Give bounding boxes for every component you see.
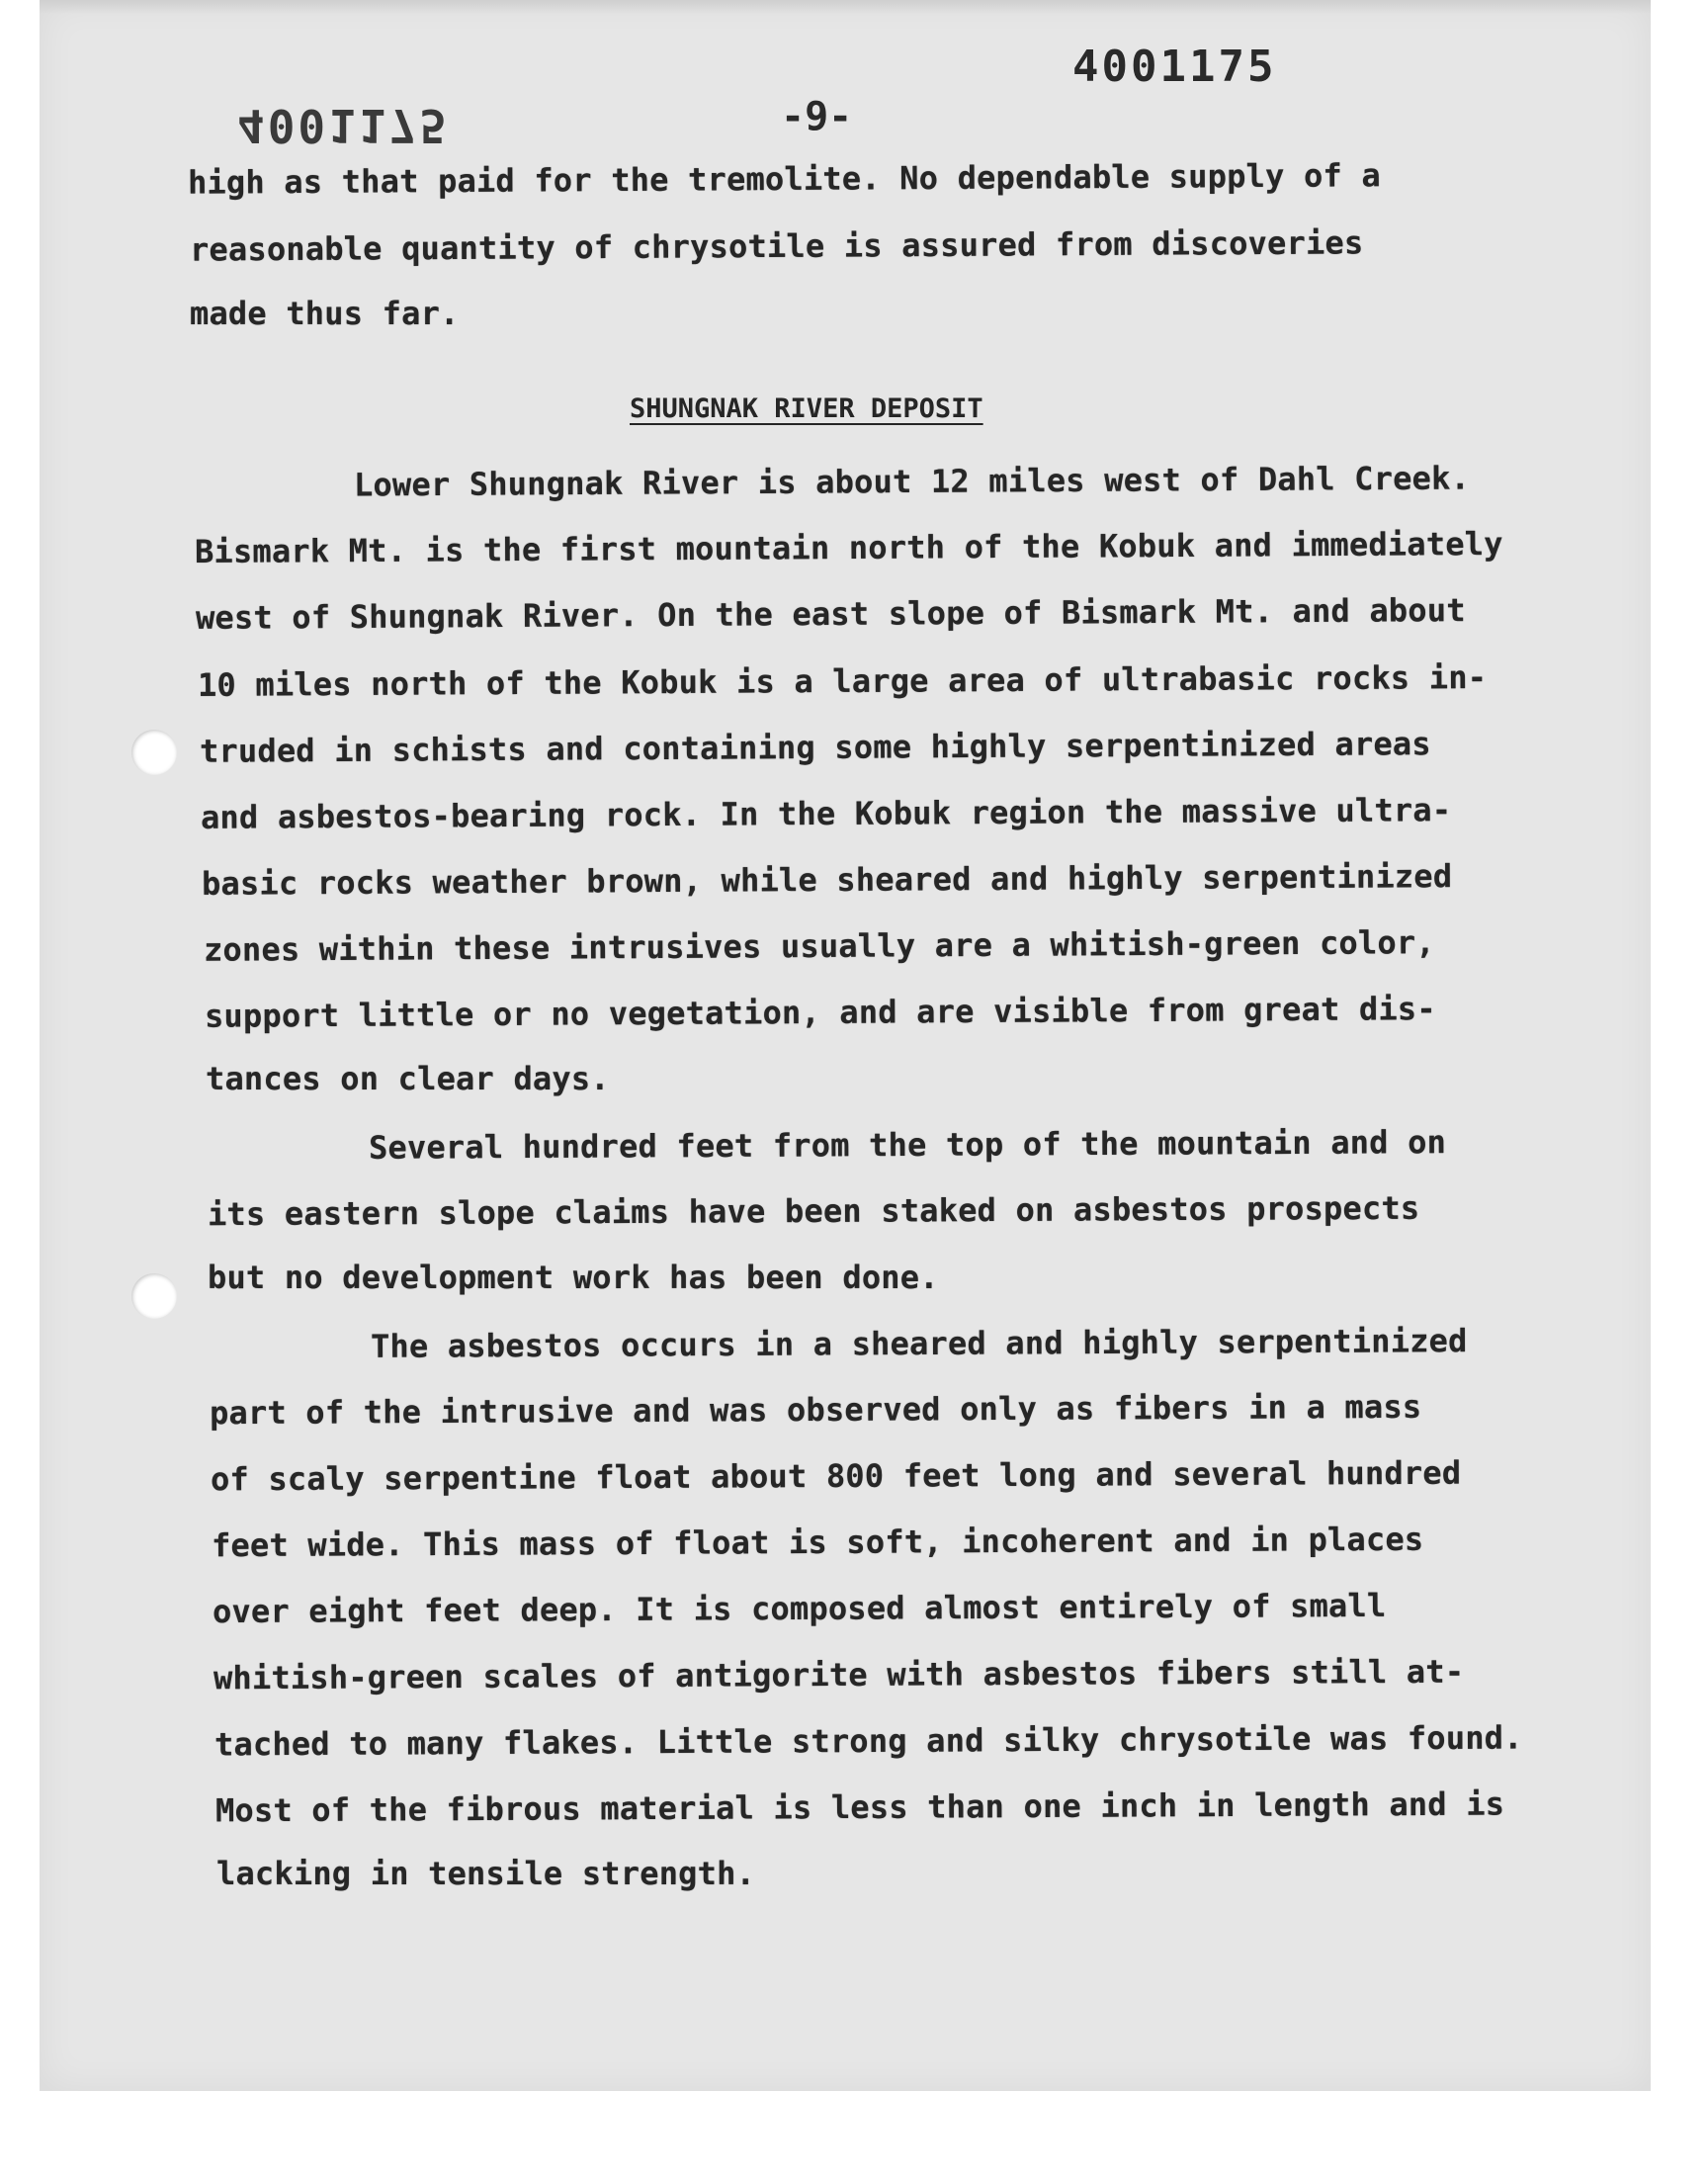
intro-line: high as that paid for the tremolite. No dependable supply of a	[187, 156, 1381, 202]
document-number-mirrored: 4001175	[237, 99, 450, 152]
section-heading: SHUNGNAK RIVER DEPOSIT	[630, 393, 983, 424]
punch-hole	[131, 730, 177, 775]
paragraph-line: feet wide. This mass of float is soft, incoherent and in places	[211, 1520, 1424, 1565]
paragraph-line: over eight feet deep. It is composed almost entirely of small	[212, 1586, 1387, 1631]
paragraph-line: part of the intrusive and was observed only as fibers in a mass	[209, 1387, 1422, 1433]
paragraph-line: of scaly serpentine float about 800 feet long and several hundred	[210, 1453, 1462, 1499]
punch-hole	[131, 1273, 177, 1319]
paragraph-line: its eastern slope claims have been staked on asbestos prospects	[207, 1188, 1420, 1234]
page-number: -9-	[781, 94, 853, 139]
paragraph-line: tances on clear days.	[206, 1060, 610, 1097]
intro-line: made thus far.	[190, 295, 460, 332]
document-number: 4001175	[1072, 42, 1277, 92]
paragraph-line: tached to many flakes. Little strong and silky chrysotile was found.	[214, 1718, 1523, 1764]
intro-line: reasonable quantity of chrysotile is assured from discoveries	[189, 223, 1364, 269]
paragraph-line: and asbestos-bearing rock. In the Kobuk region the massive ultra-	[200, 791, 1452, 836]
paragraph-line: lacking in tensile strength.	[216, 1855, 756, 1892]
paragraph-line: support little or no vegetation, and are visible from great dis-	[204, 990, 1436, 1035]
paragraph-line: Most of the fibrous material is less than one inch in length and is	[214, 1784, 1505, 1830]
scanned-page	[40, 0, 1651, 2091]
paragraph-line: basic rocks weather brown, while sheared and highly serpentinized	[201, 857, 1453, 903]
paragraph-line: zones within these intrusives usually are a whitish-green color,	[203, 923, 1435, 969]
paragraph-line: Several hundred feet from the top of the mountain and on	[368, 1123, 1447, 1167]
paragraph-line: Lower Shungnak River is about 12 miles west of Dahl Creek.	[353, 459, 1471, 504]
paragraph-line: but no development work has been done.	[208, 1259, 939, 1296]
paragraph-line: whitish-green scales of antigorite with asbestos fibers still at-	[213, 1652, 1465, 1697]
paragraph-line: west of Shungnak River. On the east slope of Bismark Mt. and about	[195, 591, 1466, 637]
paragraph-line: 10 miles north of the Kobuk is a large area of ultrabasic rocks in-	[197, 658, 1488, 704]
paragraph-line: Bismark Mt. is the first mountain north of the Kobuk and immediately	[194, 524, 1503, 571]
paragraph-line: truded in schists and containing some highly serpentinized areas	[199, 725, 1431, 770]
paragraph-line: The asbestos occurs in a sheared and highly serpentinized	[370, 1322, 1468, 1365]
